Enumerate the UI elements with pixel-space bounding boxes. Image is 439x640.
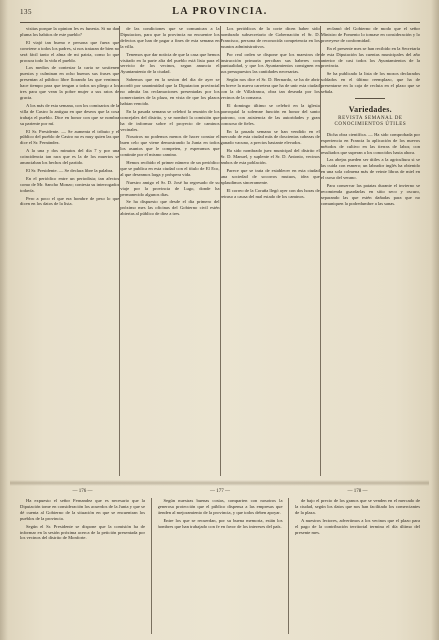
paragraph: de las condiciones que se comunican a la Diputacion, para que la provincia no encuentre los defectos que han de pagar a fines de esta semana en la villa. (120, 26, 220, 49)
paragraph: Según nuestras buenas costas, comparten con nosotros la generosa protección que el público dispensa a las empresas que tienden al mejoramiento de la provincia, y que todos deben apoyar. (157, 498, 283, 515)
paragraph: Se ha dispuesto que desde el dia primero del próximo mes las oficinas del Gobierno civil estén abiertas al público de diez a tres. (120, 199, 220, 217)
paragraph: Las abejas pueden ser útiles a la agricultura si se las cuida con esmero; un labrador inglés ha obtenido en una sola colmena más de veinte libras de miel en el curso del verano. (320, 157, 420, 181)
paragraph: Por real orden se dispone que los maestros de instrucción primaria perciban sus haberes con puntualidad, y que los Ayuntamientos consignen en sus presupuestos las cantidades necesarias. (220, 51, 320, 75)
paragraph: Los medios de contestar la carta se sostienen puestos y culminan en ocho buenos sus frases que presentan al público libre llorando las que venimos hace tiempo para que tengan a todos un pliego a los tres para que vean la pobre mujer a sus ratos de gracia. (20, 65, 120, 100)
paragraph: A nuestros lectores, advertimos a los vecinos que el plazo para el pago de la contribución territorial termina el día último del presente mes. (295, 517, 420, 535)
page-fold (10, 480, 429, 486)
section-rule (355, 98, 385, 99)
paragraph: Sabemos que en la sesion del dia de ayer se acordó por unanimidad que la Diputacion provincial no admita las reclamaciones presentadas por los comerciantes de la plaza, en vista de que los plazos habian vencido. (120, 77, 220, 106)
paragraph: Hemos recibido el primer número de un periódico que se publica en esta ciudad con el título de El Eco, al que deseamos larga y próspera vida. (120, 160, 220, 177)
column-divider (151, 498, 152, 634)
page-header (20, 6, 420, 20)
paragraph: En el periódico entre un periodista; tan afectos como de Mr. Sancho Monzo; contesta su interrogador todavía. (20, 175, 120, 193)
lower-column-label: — 177 — (210, 489, 230, 494)
paragraph: Tenemos que dar noticia de que la casa que hemos visitado en la parte alta del pueblo está lista para el servicio de los vecinos, segun anuncia el Ayuntamiento de la ciudad. (120, 51, 220, 75)
paragraph: Según el Sr. Presidente se dispone que la comisión ha de informar en la sesión próxima acerca de la petición presentada por los vecinos del distrito de Monforte. (20, 523, 145, 541)
paragraph: El correo de la Coruña llegó ayer con dos horas de retraso a causa del mal estado de los caminos. (220, 187, 320, 199)
section-subtitle: REVISTA SEMANAL DE CONOCIMIENTOS ÚTILES (334, 115, 407, 127)
paragraph: A los más de esta semana, con los comisarios de la villa de Castro la antigua en que deseos que la cosa trabaja el pueblo. Dice en honor con que se nombra su pariente por mí. (20, 102, 120, 126)
lower-column-label: — 176 — (72, 489, 93, 494)
lower-column-1 (20, 498, 145, 634)
lower-column-label: — 178 — (347, 489, 368, 494)
lower-column-3 (295, 498, 420, 634)
paragraph: Parece que se trata de establecer en esta ciudad una sociedad de socorros mutuos, idea que aplaudimos sinceramente. (220, 167, 320, 185)
upper-columns (20, 26, 420, 476)
paragraph: Los periódicos de la corte dicen haber sido nombrado subsecretario de Gobernación el Sr. D. Francisco, persona de reconocida competencia en los asuntos administrativos. (220, 26, 320, 49)
paragraph: Ha expuesto el señor Fernandez que es necesario que la Diputación tome en consideración los acuerdos de la Junta y que se dé cuenta al Gobierno de la situación en que se encuentran los pueblos de la provincia. (20, 498, 145, 521)
paragraph: visitas porque la opinion les es funesta. Si no dan pluma los habitos de este pueblo? (20, 26, 120, 37)
paragraph: Nosotros no podemos menos de hacer constar el buen celo que viene demostrando la Junta en todos los asuntos que le competen, y esperamos que continúe por el mismo camino. (120, 134, 220, 158)
paragraph: Se ha publicado la lista de los mozos declarados soldados en el último reemplazo, que ha de presentarse en la caja de recluta en el plazo que se señala. (320, 71, 420, 95)
paragraph: El Sr. Presidente. — Se declara libre la palabra. (26, 167, 114, 173)
paragraph: Pero a poco el que era hombre de peso lo que dicen en los datos de la lista. (20, 195, 120, 207)
header-rule (20, 22, 420, 23)
paragraph: El viajó tan bueno e persona que fuera que conviene a todos los padres, si nos trataran de bien no será fácil tanto el alma de mi patria, como lo que procura todo la vida el pueblo. (20, 39, 120, 63)
column-4-body (321, 132, 420, 207)
upper-column-3 (221, 26, 320, 476)
paragraph: Dicha obra científica. — Ha sido comprobada por experiencia en Francia la aplicación de los nuevos métodos de cultivo en las tierras de labor, con resultados que superan a los conocidos hasta ahora. (320, 131, 420, 155)
lower-column-2 (158, 498, 283, 634)
paragraph: Entre los que se recuerdan, por su buena memoria, están los hombres que han trabajado con fe en favor de los intereses del país. (157, 517, 283, 529)
paragraph: A la una y dos minutos del dia 7 y por una coincidencia tan rara que es la de los muertos se anunciaban los hechos del partido. (20, 148, 120, 166)
paragraph: reclamó del Gobierno de modo que el señor Ministro de Fomento lo tomase en consideración y lo proveyese de conformidad. (320, 26, 420, 43)
section-title: Variedades. (348, 104, 392, 114)
newspaper-title: LA PROVINCIA. (172, 6, 268, 17)
column-divider (288, 498, 289, 634)
upper-column-2 (120, 26, 219, 476)
lower-column-labels (20, 489, 420, 497)
paragraph: Según nos dice el Sr. D. Bernardo, se ha de abrir en breve la nueva carretera que ha de unir esta ciudad con la de Villafranca, obra tan deseada por los vecinos de la comarca. (220, 77, 320, 100)
paragraph: En la pasada semana se celebró la reunión de los concejales del distrito, y se nombró la comisión que ha de informar sobre el proyecto de caminos vecinales. (120, 108, 220, 132)
paragraph: El Sr. Presidente. — Se aumenta el tributo y el público del pueblo de Castro no es muy quien las que dice el Sr. Fernández. (20, 128, 120, 146)
paragraph: Para conservar las patatas durante el invierno se recomienda guardarlas en sitio seco y oscuro, separando las que estén dañadas para que no comuniquen la podredumbre a las sanas. (320, 183, 420, 206)
paragraph: Nuestro amigo el Sr. D. José ha regresado de su viaje por la provincia de Lugo, donde ha permanecido algunos dias. (120, 179, 220, 197)
paragraph: El domingo último se celebró en la iglesia parroquial la solemne función en honor del santo patrono, con asistencia de las autoridades y gran concurso de fieles. (220, 102, 320, 126)
paragraph: En el presente mes se han recibido en la Secretaría de esta Diputación las cuentas municipales del año anterior de casi todos los Ayuntamientos de la provincia. (320, 45, 420, 69)
page-edge-shadow-right (431, 0, 439, 640)
column-4-lead (321, 26, 420, 95)
upper-column-4 (321, 26, 420, 476)
page-number: 135 (20, 8, 32, 16)
page-edge-shadow-left (0, 0, 8, 640)
paragraph: Ha sido nombrado juez municipal del distrito el Sr. D. Manuel, y suplente el Sr. D. Antonio, vecinos ambos de esta población. (220, 148, 320, 166)
upper-column-1 (20, 26, 119, 476)
paragraph: de bajo el precio de los granos que se venden en el mercado de la ciudad, según los datos que nos han facilitado los comerciantes de la plaza. (295, 498, 420, 515)
lower-columns (20, 498, 420, 634)
paragraph: En la pasada semana se han vendido en el mercado de esta ciudad más de doscientas cabezas de ganado vacuno, a precios bastante elevados. (220, 128, 320, 146)
